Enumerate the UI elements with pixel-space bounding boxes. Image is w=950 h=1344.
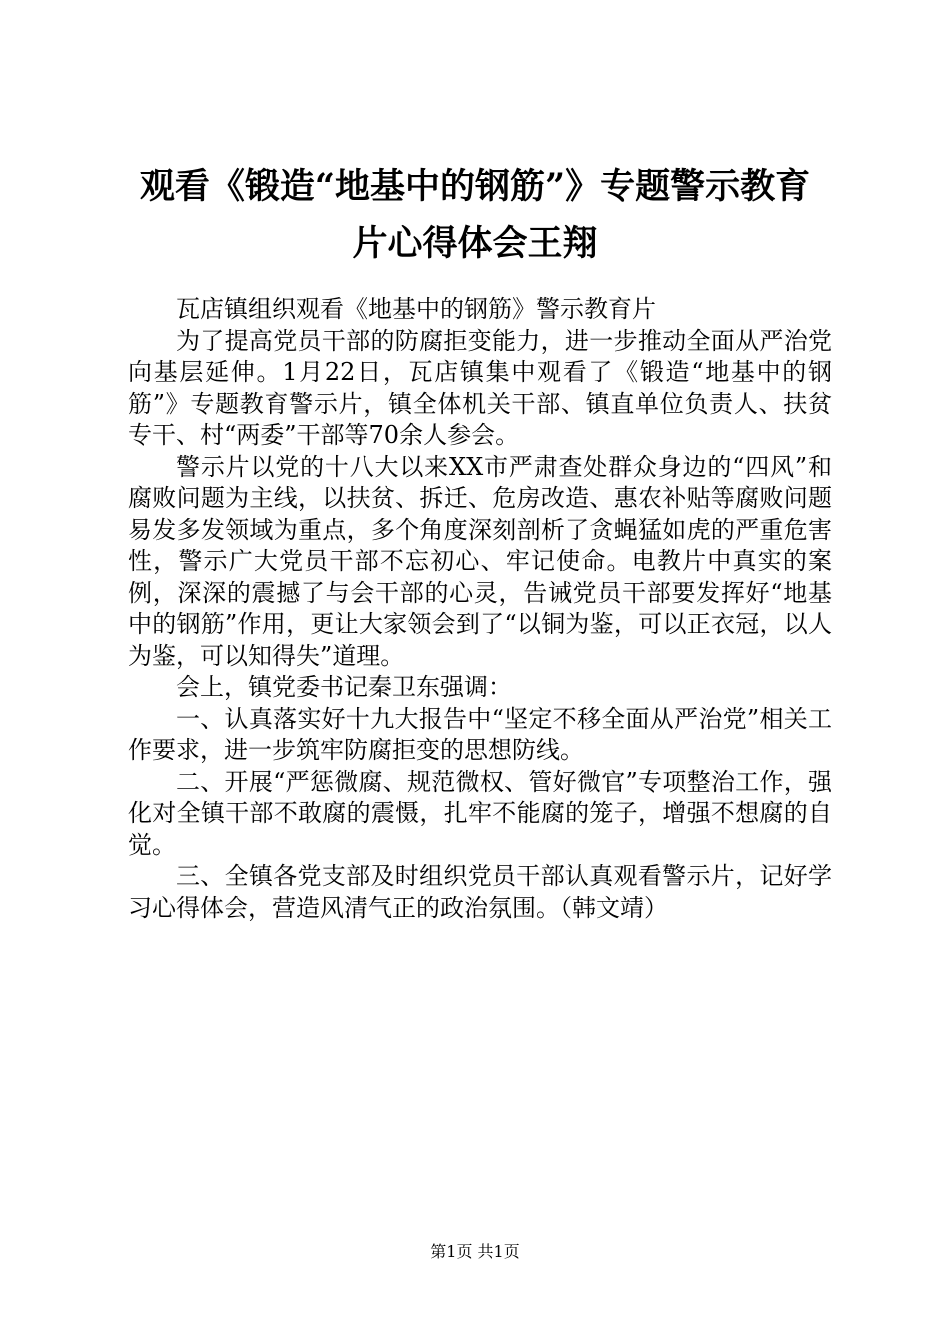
title-line-2: 片心得体会王翔 — [352, 223, 598, 264]
paragraph-meeting: 会上，镇党委书记秦卫东强调： — [176, 673, 512, 701]
document-body — [128, 294, 832, 924]
paragraph-point-2: 二、开展“严惩微腐、规范微权、管好微官”专项整治工作，强化对全镇干部不敢腐的震慑，扎牢不能腐的笼子，增强不想腐的自觉。 — [128, 767, 832, 859]
paragraph-point-1: 一、认真落实好十九大报告中“坚定不移全面从严治党”相关工作要求，进一步筑牢防腐拒变的思想防线。 — [128, 704, 832, 764]
title-line-1: 观看《锻造“地基中的钢筋”》专题警示教育 — [139, 166, 811, 207]
paragraph-film-content: 警示片以党的十八大以来XX市严肃查处群众身边的“四风”和腐败问题为主线，以扶贫、拆迁、危房改造、惠农补贴等腐败问题易发多发领域为重点，多个角度深刻剖析了贪蝇猛如虎的严重危害性，警示广大党员干部不忘初心、牢记使命。电教片中真实的案例，深深的震撼了与会干部的心灵，告诫党员干部要发挥好“地基中的钢筋”作用，更让大家领会到了“以铜为鉴，可以正衣冠，以人为鉴，可以知得失”道理。 — [128, 452, 832, 670]
page-footer: 第1页 共1页 — [430, 1242, 520, 1261]
paragraph-subtitle: 瓦店镇组织观看《地基中的钢筋》警示教育片 — [176, 295, 656, 323]
document-title — [100, 158, 850, 272]
paragraph-point-3: 三、全镇各党支部及时组织党员干部认真观看警示片，记好学习心得体会，营造风清气正的政治氛围。（韩文靖） — [128, 862, 832, 922]
paragraph-intro: 为了提高党员干部的防腐拒变能力，进一步推动全面从严治党向基层延伸。1月22日，瓦店镇集中观看了《锻造“地基中的钢筋”》专题教育警示片，镇全体机关干部、镇直单位负责人、扶贫专干、村“两委”干部等70余人参会。 — [128, 326, 832, 449]
